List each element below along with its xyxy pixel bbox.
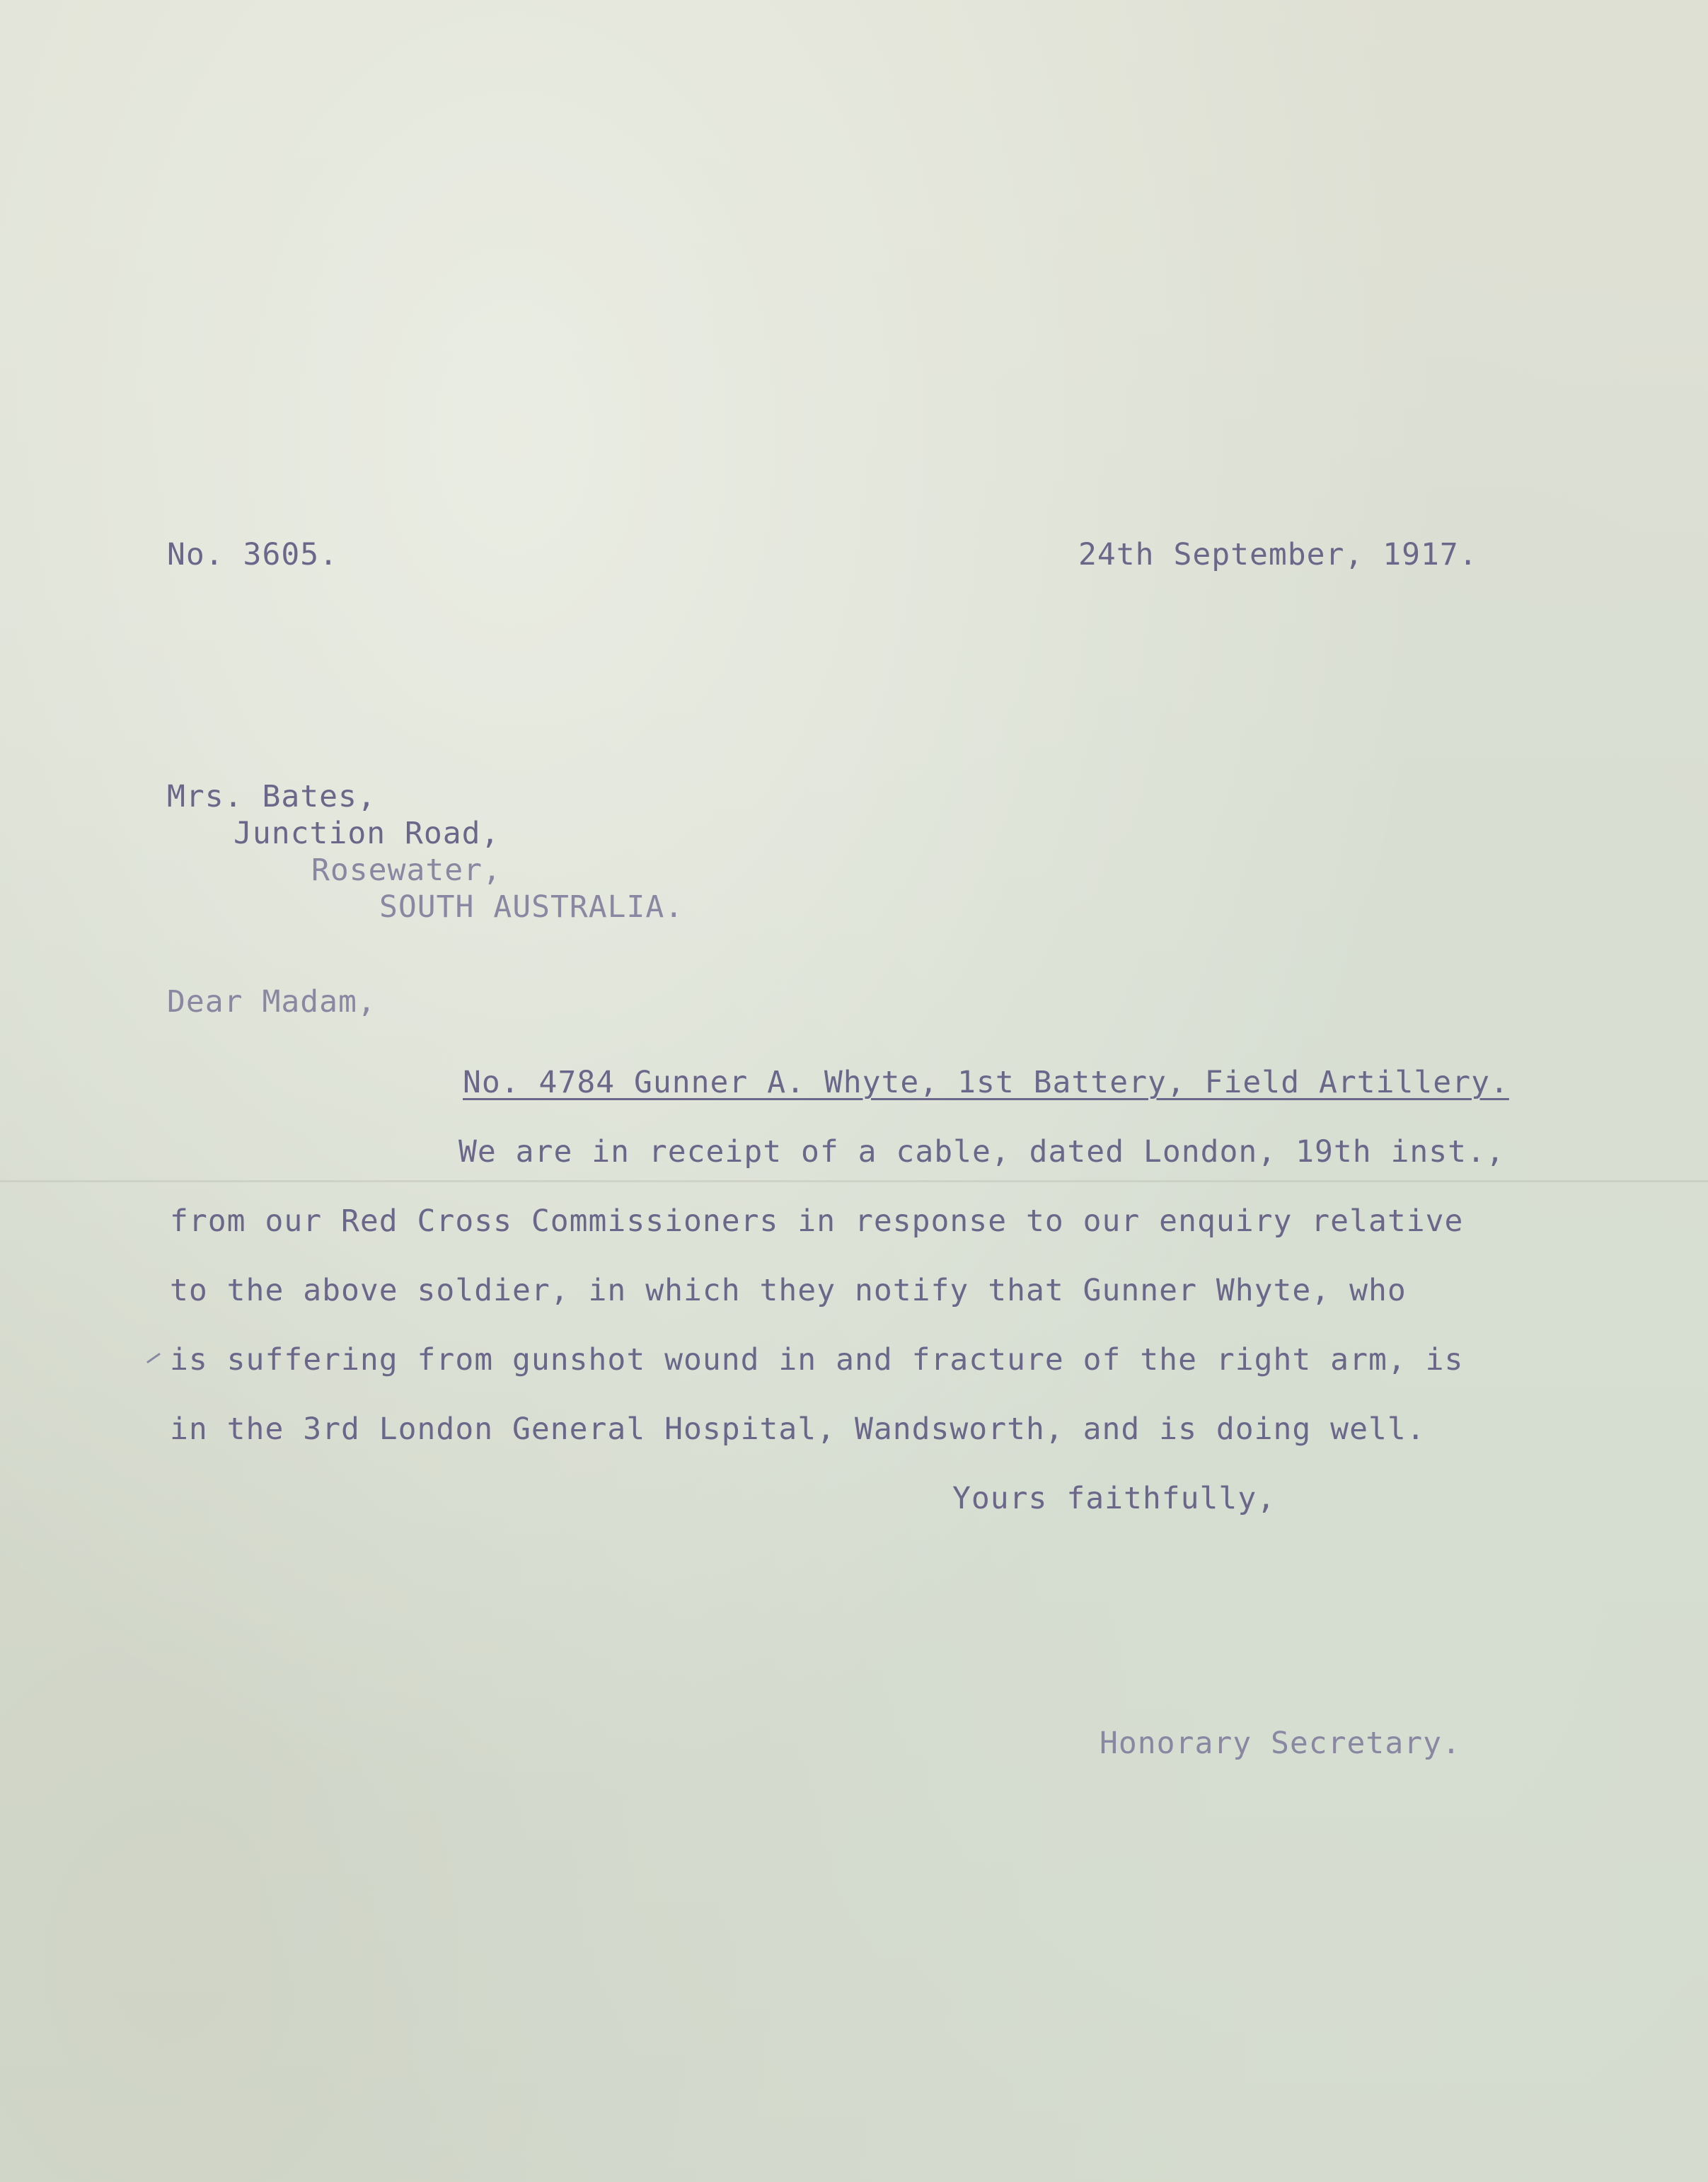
letter-date: 24th September, 1917. bbox=[1078, 537, 1478, 572]
salutation: Dear Madam, bbox=[167, 984, 376, 1020]
body-line: to the above soldier, in which they notify that Gunner Whyte, who bbox=[170, 1273, 1407, 1308]
body-line: in the 3rd London General Hospital, Wandsworth, and is doing well. bbox=[170, 1412, 1426, 1447]
recipient-state: SOUTH AUSTRALIA. bbox=[379, 889, 684, 925]
closing: Yours faithfully, bbox=[952, 1481, 1276, 1516]
recipient-name: Mrs. Bates, bbox=[167, 779, 376, 814]
paper-fold-crease bbox=[0, 1180, 1708, 1182]
subject-line: No. 4784 Gunner A. Whyte, 1st Battery, Field Artillery. bbox=[463, 1065, 1509, 1100]
margin-tick-mark bbox=[146, 1353, 161, 1363]
recipient-street: Junction Road, bbox=[233, 816, 500, 851]
body-line: from our Red Cross Commissioners in response to our enquiry relative bbox=[170, 1203, 1464, 1239]
body-line: We are in receipt of a cable, dated London, 19th inst., bbox=[458, 1134, 1505, 1170]
recipient-suburb: Rosewater, bbox=[311, 853, 502, 888]
reference-number: No. 3605. bbox=[167, 537, 338, 572]
signatory-title: Honorary Secretary. bbox=[1100, 1726, 1461, 1761]
body-line: is suffering from gunshot wound in and fracture of the right arm, is bbox=[170, 1342, 1464, 1378]
